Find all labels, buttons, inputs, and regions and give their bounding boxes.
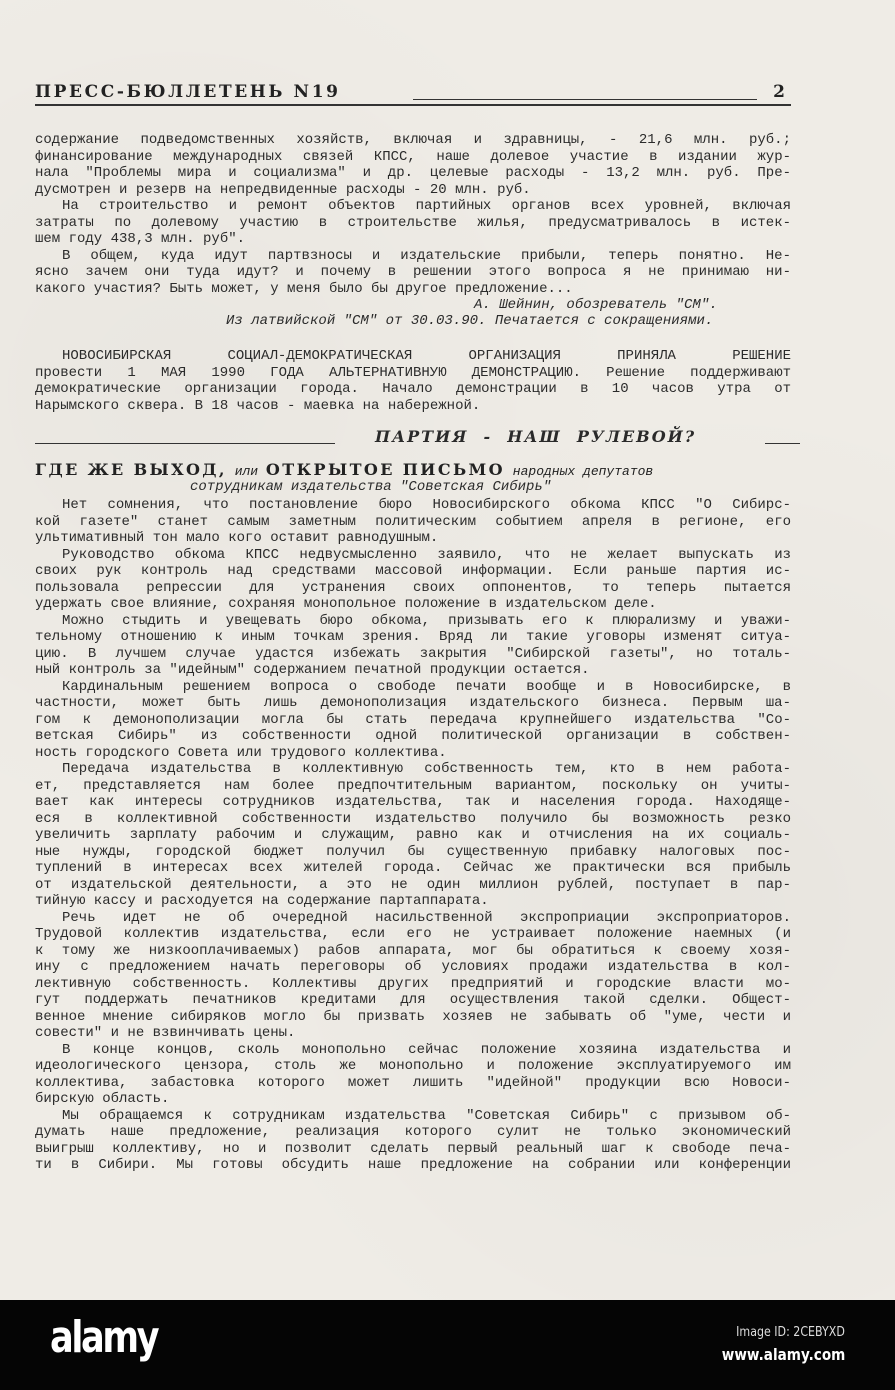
author-signature: А. Шейнин, обозреватель "СМ". xyxy=(474,297,718,313)
text-line: еся в коллективной собственности издательство получило бы возможность резко xyxy=(35,810,791,827)
paragraph xyxy=(35,910,791,1042)
text-line: шем году 438,3 млн. руб". xyxy=(35,231,246,247)
paragraph xyxy=(35,198,791,248)
text-line: частности, может быть лишь демонополизация издательского бизнеса. Первым ша- xyxy=(35,695,791,711)
source-note: Из латвийской "СМ" от 30.03.90. Печатается с сокращениями. xyxy=(226,313,714,329)
text-line: ультимативный тон мало кого оставит равнодушным. xyxy=(35,530,439,546)
text-line: Трудовой коллектив издательства, если его не устраивает положение наемных (и xyxy=(35,926,791,942)
text-line: кой газете" станет самым заметным политическим событием апреля в регионе, его xyxy=(35,513,791,530)
image-id: Image ID: 2CEBYXD xyxy=(736,1325,845,1340)
text-line: венное мнение сибиряков могло бы призвать хозяев не забывать об "уме, чести и xyxy=(35,1008,791,1025)
text-line: от издательской деятельности, а это не один миллион рублей, поступает в пар- xyxy=(35,876,791,893)
text-line: удержать свое влияние, сохраняя монопольное положение в издательском деле. xyxy=(35,596,657,612)
text-line: выигрыш коллективу, но и позволит сделать первый реальный шаг к свободе печа- xyxy=(35,1140,791,1157)
text-line: В конце концов, сколь монопольно сейчас положение хозяина издательства и xyxy=(62,1041,791,1058)
article-title-part3: народных депутатов xyxy=(505,464,654,479)
text-line: Руководство обкома КПСС недвусмысленно заявило, что не желает выпускать из xyxy=(62,546,791,563)
text-line: вает как интересы сотрудников издательства, так и населения города. Находяще- xyxy=(35,794,791,810)
text-line: цию. В лучшем случае удастся избежать закрытия "Сибирской газеты", но тоталь- xyxy=(35,645,791,662)
paragraph xyxy=(35,613,791,679)
text-line: тельному отношению к иным точкам зрения. Вряд ли такие уговоры изменят ситуа- xyxy=(35,629,791,645)
text-line: ный контроль за "идейным" содержанием печатной продукции остается. xyxy=(35,662,590,678)
text-line: дусмотрен и резерв на непредвиденные расходы - 20 млн. руб. xyxy=(35,181,531,198)
article-subtitle: сотрудникам издательства "Советская Сибирь" xyxy=(190,479,552,495)
text-line: НОВОСИБИРСКАЯ СОЦИАЛ-ДЕМОКРАТИЧЕСКАЯ ОРГАНИЗАЦИЯ ПРИНЯЛА РЕШЕНИЕ xyxy=(62,348,791,364)
article-body xyxy=(35,497,791,1174)
text-line: финансирование международных связей КПСС, наше долевое участие в издании жур- xyxy=(35,148,791,165)
text-line: На строительство и ремонт объектов партийных органов всех уровней, включая xyxy=(62,198,791,214)
article-title-part2: ОТКРЫТОЕ ПИСЬМО xyxy=(265,460,505,479)
paragraph xyxy=(35,547,791,613)
text-line: ет, представляется нам более предпочтительным вариантом, поскольку он учиты- xyxy=(35,777,791,794)
bulletin-header xyxy=(35,82,791,106)
paragraph xyxy=(35,248,791,298)
text-line: ные нужды, городской бюджет получил бы существенную прибавку налоговых пос- xyxy=(35,843,791,860)
paragraph xyxy=(35,761,791,910)
text-line: В общем, куда идут партвзносы и издательские прибыли, теперь понятно. Не- xyxy=(62,247,791,264)
text-line: нала "Проблемы мира и социализма" и др. целевые расходы - 13,2 млн. руб. Пре- xyxy=(35,165,791,181)
text-line: Кардинальным решением вопроса о свободе печати вообще и в Новосибирске, в xyxy=(62,678,791,695)
text-line: содержание подведомственных хозяйств, включая и здравницы, - 21,6 млн. руб.; xyxy=(35,132,791,148)
text-line: ветская Сибирь" из собственности одной политической организации в собствен- xyxy=(35,728,791,744)
paragraph xyxy=(35,679,791,762)
text-line: Мы обращаемся к сотрудникам издательства "Советская Сибирь" с призывом об- xyxy=(62,1107,791,1124)
text-line: Нарымского сквера. В 18 часов - маевка на набережной. xyxy=(35,397,481,414)
text-line: лективную собственность. Коллективы других предприятий и городские власти мо- xyxy=(35,975,791,992)
text-line: гут поддержать печатников кредитами для осуществления такой сделки. Общест- xyxy=(35,992,791,1008)
announcement-block xyxy=(35,348,791,414)
text-line: совести" и не взвинчивать цены. xyxy=(35,1025,296,1041)
text-line: Можно стыдить и увещевать бюро обкома, призывать его к плюрализму и уважи- xyxy=(62,612,791,629)
text-line: демократические организации города. Начало демонстрации в 10 часов утра от xyxy=(35,381,791,397)
text-line: ность городского Совета или трудового коллектива. xyxy=(35,744,447,761)
paragraph xyxy=(35,1042,791,1108)
paragraph xyxy=(35,132,791,198)
section-rule-right xyxy=(765,443,800,444)
text-line: тийную кассу и расходуется на содержание партаппарата. xyxy=(35,893,489,909)
paragraph xyxy=(35,348,791,414)
text-line: коллектива, забастовка которого может лишить "идейной" продукции всю Новоси- xyxy=(35,1074,791,1091)
text-line: Речь идет не об очередной насильственной экспроприации экспроприаторов. xyxy=(62,909,791,926)
text-line: гом к демонополизации могла бы стать передача крупнейшего издательства "Со- xyxy=(35,711,791,728)
page-number: 2 xyxy=(773,82,785,102)
text-line: Передача издательства в коллективную собственность тем, кто в нем работа- xyxy=(62,761,791,777)
text-line: ину с предложением начать переговоры об условиях продажи издательства в кол- xyxy=(35,959,791,975)
text-line: своих рук контроль над средствами массовой информации. Если раньше партия ис- xyxy=(35,563,791,579)
text-line: какого участия? Быть может, у меня было бы другое предложение... xyxy=(35,280,573,297)
text-line: ясно зачем они туда идут? и почему в решении этого вопроса я не принимаю ни- xyxy=(35,264,791,280)
section-rule-left xyxy=(35,443,335,444)
text-line: идеологического цензора, столь же монопольно и положение эксплуатируемого им xyxy=(35,1058,791,1074)
article-title-part1: ГДЕ ЖЕ ВЫХОД, xyxy=(35,460,227,479)
text-line: к тому же низкооплачиваемых) рабов аппарата, мог бы обратиться к своему хозя- xyxy=(35,942,791,959)
text-line: провести 1 МАЯ 1990 ГОДА АЛЬТЕРНАТИВНУЮ ДЕМОНСТРАЦИЮ. Решение поддерживают xyxy=(35,364,791,381)
header-rule xyxy=(413,99,757,100)
text-line: затраты по долевому участию в строительстве жилья, предусматривалось в истек- xyxy=(35,214,791,231)
paragraph xyxy=(35,1108,791,1174)
alamy-logo: alamy xyxy=(50,1312,158,1363)
text-line: бирскую область. xyxy=(35,1091,170,1107)
budget-text-block xyxy=(35,132,791,297)
text-line: увеличить зарплату рабочим и служащим, равно как и отчисления на их социаль- xyxy=(35,827,791,843)
site-url: www.alamy.com xyxy=(721,1345,845,1364)
bulletin-title: ПРЕСС-БЮЛЛЕТЕНЬ N19 xyxy=(35,82,341,102)
text-line: пользовала репрессии для устранения своих оппонентов, то теперь пытается xyxy=(35,579,791,596)
section-heading-text: ПАРТИЯ - НАШ РУЛЕВОЙ? xyxy=(375,427,697,446)
text-line: ти в Сибири. Мы готовы обсудить наше предложение на собрании или конференции xyxy=(35,1157,791,1173)
paragraph xyxy=(35,497,791,547)
article-title-or: или xyxy=(226,464,266,479)
text-line: думать наше предложение, реализация которого сулит не только экономический xyxy=(35,1124,791,1140)
text-line: Нет сомнения, что постановление бюро Новосибирского обкома КПСС "О Сибирс- xyxy=(62,497,791,513)
text-line: туплений в интересах всех жителей города. Сейчас же практически вся прибыль xyxy=(35,860,791,876)
watermark-footer xyxy=(0,1300,895,1390)
section-heading xyxy=(35,427,800,447)
article-title xyxy=(35,460,815,480)
